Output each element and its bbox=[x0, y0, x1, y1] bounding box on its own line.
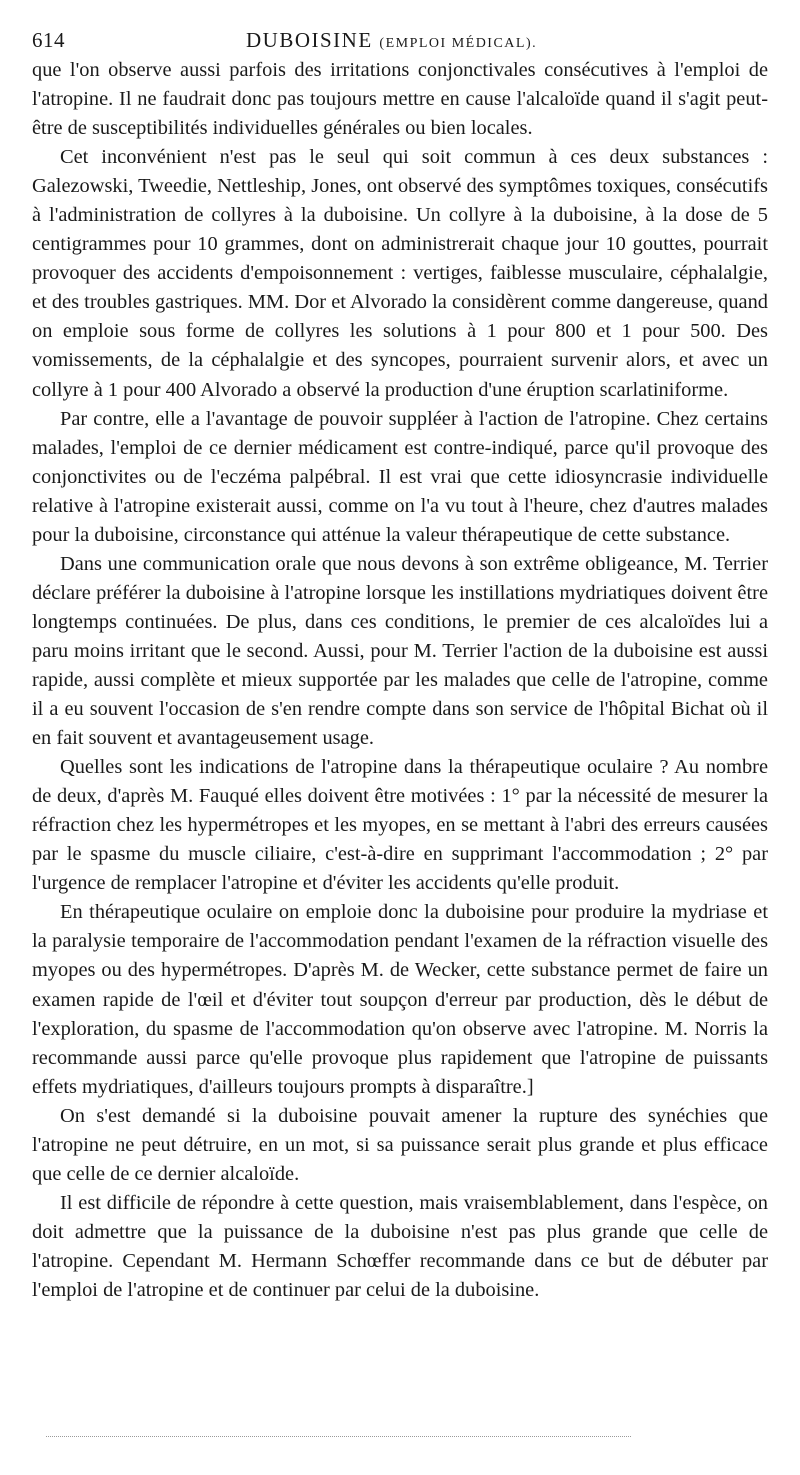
paragraph-5: Quelles sont les indications de l'atropine dans la thérapeutique oculaire ? Au nombre de deux, d'après M. Fauqué elles doivent être motivées : 1° par la nécessité de mesurer la réfraction chez les hypermétropes et les myopes, en se mettant à l'abri des erreurs causées par le spasme du muscle ciliaire, c'est-à-dire en supprimant l'accommodation ; 2° par l'urgence de remplacer l'atropine et d'éviter les accidents qu'elle produit. bbox=[32, 756, 768, 895]
paragraph-7: On s'est demandé si la duboisine pouvait amener la rupture des synéchies que l'atropine ne peut détruire, en un mot, si sa puissance serait plus grande et plus efficace que celle de ce dernier alcaloïde. bbox=[32, 1104, 768, 1185]
paragraph-1: que l'on observe aussi parfois des irritations conjonctivales consécutives à l'emploi de l'atropine. Il ne faudrait donc pas toujours mettre en cause l'alcaloïde quand il s'agit peut-être de susceptibilités individuelles générales ou bien locales. bbox=[32, 59, 768, 140]
running-title-main: DUBOISINE bbox=[246, 28, 373, 52]
paragraph-6: En thérapeutique oculaire on emploie donc la duboisine pour produire la mydriase et la paralysie temporaire de l'accommodation pendant l'examen de la réfraction visuelle des myopes ou des hypermétropes. D'après M. de Wecker, cette substance permet de faire un examen rapide de l'œil et d'éviter tout soupçon d'erreur par production, dès le début de l'exploration, du spasme de l'accommodation qu'on observe avec l'atropine. M. Norris la recommande aussi parce qu'elle provoque plus rapidement que l'atropine de puissants effets mydriatiques, d'ailleurs toujours prompts à disparaître.] bbox=[32, 901, 768, 1098]
paragraph-2: Cet inconvénient n'est pas le seul qui soit commun à ces deux substances : Galezowski, Tweedie, Nettleship, Jones, ont observé des symptômes toxiques, consécutifs à l'administration de collyres à la duboisine. Un collyre à la duboisine, à la dose de 5 centigrammes pour 10 grammes, dont on administrerait chaque jour 10 gouttes, pourrait provoquer des accidents d'empoisonnement : vertiges, faiblesse musculaire, céphalalgie, et des troubles gastriques. MM. Dor et Alvorado la considèrent comme dangereuse, quand on emploie sous forme de collyres les solutions à 1 pour 800 et 1 pour 500. Des vomissements, de la céphalalgie et des syncopes, pourraient survenir alors, et avec un collyre à 1 pour 400 Alvorado a observé la production d'une éruption scarlatiniforme. bbox=[32, 146, 768, 401]
page-number: 614 bbox=[32, 28, 65, 52]
running-title-subtitle: (EMPLOI MÉDICAL). bbox=[379, 36, 538, 51]
body-text bbox=[32, 56, 768, 1305]
page bbox=[32, 22, 768, 1305]
paragraph-8: Il est difficile de répondre à cette question, mais vraisemblablement, dans l'espèce, on doit admettre que la puissance de la duboisine n'est pas plus grande que celle de l'atropine. Cependant M. Hermann Schœffer recommande dans ce but de débuter par l'emploi de l'atropine et de continuer par celui de la duboisine. bbox=[32, 1191, 768, 1301]
paragraph-4: Dans une communication orale que nous devons à son extrême obligeance, M. Terrier déclare préférer la duboisine à l'atropine lorsque les instillations mydriatiques doivent être longtemps continuées. De plus, dans ces conditions, le premier de ces alcaloïdes lui a paru moins irritant que le second. Aussi, pour M. Terrier l'action de la duboisine est aussi rapide, aussi complète et mieux supportée par les malades que celle de l'atropine, comme il a eu souvent l'occasion de s'en rendre compte dans son service de l'hôpital Bichat où il en fait souvent et avantageusement usage. bbox=[32, 552, 768, 750]
paragraph-3: Par contre, elle a l'avantage de pouvoir suppléer à l'action de l'atropine. Chez certains malades, l'emploi de ce dernier médicament est contre-indiqué, parce qu'il provoque des conjonctivites ou de l'eczéma palpébral. Il est vrai que cette idiosyncrasie individuelle relative à l'atropine existerait aussi, comme on l'a vu tout à l'heure, chez d'autres malades pour la duboisine, circonstance qui atténue la valeur thérapeutique de cette substance. bbox=[32, 407, 768, 546]
footer-bleed-through-rule bbox=[46, 1436, 631, 1437]
running-title bbox=[246, 28, 537, 53]
running-head bbox=[32, 22, 768, 56]
